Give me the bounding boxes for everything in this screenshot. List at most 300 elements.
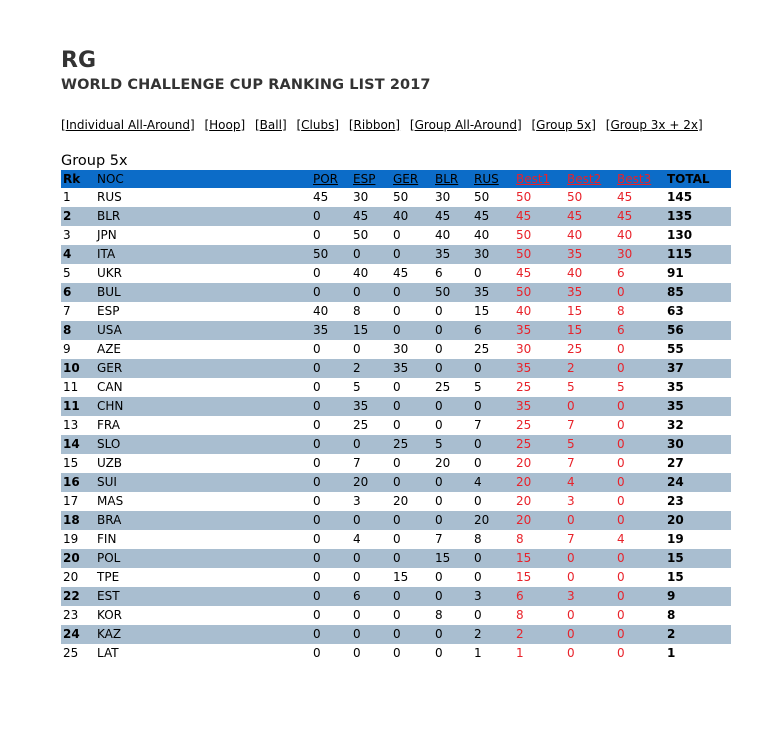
esp-cell: 0 xyxy=(351,435,391,454)
best1-cell: 2 xyxy=(514,625,565,644)
best3-cell: 45 xyxy=(617,190,633,204)
table-row xyxy=(61,530,731,549)
table-row xyxy=(61,587,731,606)
blr-cell: 0 xyxy=(435,304,443,318)
table-row xyxy=(61,568,731,587)
blr-cell: 0 xyxy=(435,342,443,356)
best1-cell: 35 xyxy=(514,397,565,416)
blr-cell: 0 xyxy=(435,570,443,584)
noc-cell: CAN xyxy=(97,380,123,394)
best2-cell: 0 xyxy=(565,511,615,530)
ger-cell: 35 xyxy=(391,359,433,378)
rus-cell: 20 xyxy=(472,511,514,530)
table-row xyxy=(61,188,731,207)
esp-cell: 0 xyxy=(351,625,391,644)
best2-cell: 2 xyxy=(565,359,615,378)
nav-link-ball[interactable]: [Ball] xyxy=(254,118,287,132)
best2-cell: 0 xyxy=(567,646,575,660)
blr-cell: 25 xyxy=(435,380,451,394)
best3-cell: 0 xyxy=(615,435,665,454)
best3-cell: 0 xyxy=(615,397,665,416)
rank-cell: 4 xyxy=(61,245,95,264)
best1-cell: 20 xyxy=(516,494,532,508)
nav-link-hoop[interactable]: [Hoop] xyxy=(204,118,246,132)
rank-cell: 20 xyxy=(61,549,95,568)
por-cell: 45 xyxy=(313,190,329,204)
por-cell: 0 xyxy=(313,266,321,280)
total-cell: 35 xyxy=(665,397,731,416)
best1-cell: 40 xyxy=(516,304,532,318)
best1-cell: 15 xyxy=(516,570,532,584)
best1-cell: 20 xyxy=(514,473,565,492)
nav-link-group-5x[interactable]: [Group 5x] xyxy=(531,118,596,132)
rank-cell: 6 xyxy=(61,283,95,302)
section-title: Group 5x xyxy=(61,153,128,169)
discipline-nav xyxy=(61,118,709,132)
blr-cell: 35 xyxy=(433,245,472,264)
best1-cell: 35 xyxy=(514,321,565,340)
esp-cell: 3 xyxy=(353,494,361,508)
total-cell: 35 xyxy=(667,380,684,394)
blr-cell: 0 xyxy=(433,359,472,378)
rank-cell: 11 xyxy=(61,397,95,416)
por-cell: 0 xyxy=(313,494,321,508)
rank-cell: 11 xyxy=(63,380,79,394)
por-cell: 0 xyxy=(311,549,351,568)
total-cell: 15 xyxy=(667,570,684,584)
best3-cell: 0 xyxy=(615,511,665,530)
column-header-best2[interactable]: Best2 xyxy=(565,170,615,188)
total-cell: 115 xyxy=(665,245,731,264)
rank-cell: 2 xyxy=(61,207,95,226)
best1-cell: 50 xyxy=(514,283,565,302)
rus-cell: 35 xyxy=(472,283,514,302)
rus-cell: 0 xyxy=(474,608,482,622)
noc-cell: UKR xyxy=(97,266,122,280)
ranking-page xyxy=(61,48,741,660)
best2-cell: 50 xyxy=(567,190,583,204)
nav-link-ribbon[interactable]: [Ribbon] xyxy=(348,118,401,132)
table-row xyxy=(61,340,731,359)
por-cell: 35 xyxy=(311,321,351,340)
table-header xyxy=(61,170,731,188)
best3-cell: 0 xyxy=(615,473,665,492)
best1-cell: 25 xyxy=(516,380,532,394)
noc-cell: TPE xyxy=(97,570,120,584)
blr-cell: 7 xyxy=(435,532,443,546)
best1-cell: 35 xyxy=(514,359,565,378)
best2-cell: 15 xyxy=(567,304,583,318)
best3-cell: 0 xyxy=(617,494,625,508)
best2-cell: 35 xyxy=(565,245,615,264)
ger-cell: 0 xyxy=(393,304,401,318)
ger-cell: 0 xyxy=(393,608,401,622)
table-row xyxy=(61,378,731,397)
table-row xyxy=(61,644,731,663)
total-cell: 24 xyxy=(665,473,731,492)
esp-cell: 4 xyxy=(353,532,361,546)
best1-cell: 50 xyxy=(514,245,565,264)
column-header-rus[interactable]: RUS xyxy=(472,170,514,188)
table-body xyxy=(61,188,731,663)
esp-cell: 15 xyxy=(351,321,391,340)
best3-cell: 6 xyxy=(617,266,625,280)
noc-cell: SUI xyxy=(95,473,311,492)
noc-cell: RUS xyxy=(97,190,122,204)
esp-cell: 30 xyxy=(353,190,369,204)
noc-cell: MAS xyxy=(97,494,124,508)
best2-cell: 4 xyxy=(565,473,615,492)
ger-cell: 0 xyxy=(391,473,433,492)
blr-cell: 15 xyxy=(433,549,472,568)
rus-cell: 6 xyxy=(472,321,514,340)
rank-cell: 25 xyxy=(63,646,79,660)
esp-cell: 0 xyxy=(351,549,391,568)
best1-cell: 25 xyxy=(516,418,532,432)
ger-cell: 40 xyxy=(391,207,433,226)
blr-cell: 0 xyxy=(433,587,472,606)
noc-cell: LAT xyxy=(97,646,119,660)
best1-cell: 45 xyxy=(514,207,565,226)
total-cell: 1 xyxy=(667,646,676,660)
por-cell: 0 xyxy=(313,228,321,242)
best2-cell: 40 xyxy=(567,228,583,242)
ger-cell: 0 xyxy=(393,228,401,242)
table-row xyxy=(61,473,731,492)
blr-cell: 0 xyxy=(433,625,472,644)
blr-cell: 5 xyxy=(433,435,472,454)
best3-cell: 0 xyxy=(615,283,665,302)
table-row xyxy=(61,245,731,264)
blr-cell: 0 xyxy=(433,511,472,530)
rus-cell: 8 xyxy=(474,532,482,546)
total-cell: 130 xyxy=(667,228,693,242)
best2-cell: 35 xyxy=(565,283,615,302)
rus-cell: 0 xyxy=(472,359,514,378)
best3-cell: 0 xyxy=(617,608,625,622)
column-header-rk: Rk xyxy=(61,170,95,188)
esp-cell: 0 xyxy=(353,342,361,356)
noc-cell: SLO xyxy=(95,435,311,454)
noc-cell: KAZ xyxy=(95,625,311,644)
noc-cell: AZE xyxy=(97,342,122,356)
table-row xyxy=(61,226,731,245)
rank-cell: 23 xyxy=(63,608,79,622)
table-row xyxy=(61,435,731,454)
esp-cell: 25 xyxy=(353,418,369,432)
blr-cell: 0 xyxy=(435,494,443,508)
column-header-best1[interactable]: Best1 xyxy=(514,170,565,188)
por-cell: 0 xyxy=(311,283,351,302)
table-row xyxy=(61,454,731,473)
table-row xyxy=(61,302,731,321)
rus-cell: 0 xyxy=(474,266,482,280)
table-row xyxy=(61,321,731,340)
best1-cell: 20 xyxy=(516,456,532,470)
best3-cell: 0 xyxy=(617,646,625,660)
rank-cell: 20 xyxy=(63,570,79,584)
ger-cell: 0 xyxy=(391,625,433,644)
table-row xyxy=(61,397,731,416)
esp-cell: 0 xyxy=(351,511,391,530)
table-row xyxy=(61,264,731,283)
rus-cell: 5 xyxy=(474,380,482,394)
rus-cell: 7 xyxy=(474,418,482,432)
best1-cell: 8 xyxy=(516,532,524,546)
blr-cell: 6 xyxy=(435,266,443,280)
noc-cell: BLR xyxy=(95,207,311,226)
best2-cell: 7 xyxy=(567,532,575,546)
table-row xyxy=(61,492,731,511)
total-cell: 56 xyxy=(665,321,731,340)
esp-cell: 8 xyxy=(353,304,361,318)
best2-cell: 5 xyxy=(565,435,615,454)
best3-cell: 0 xyxy=(615,587,665,606)
noc-cell: USA xyxy=(95,321,311,340)
table-row xyxy=(61,416,731,435)
rus-cell: 0 xyxy=(474,456,482,470)
nav-link-group-all-around[interactable]: [Group All-Around] xyxy=(409,118,522,132)
best3-cell: 0 xyxy=(615,359,665,378)
table-row xyxy=(61,625,731,644)
total-cell: 63 xyxy=(667,304,684,318)
por-cell: 0 xyxy=(313,646,321,660)
best1-cell: 15 xyxy=(514,549,565,568)
noc-cell: JPN xyxy=(97,228,117,242)
best1-cell: 8 xyxy=(516,608,524,622)
rus-cell: 50 xyxy=(474,190,490,204)
best2-cell: 45 xyxy=(565,207,615,226)
rank-cell: 15 xyxy=(63,456,79,470)
rank-cell: 22 xyxy=(61,587,95,606)
nav-link-group-3x-2x[interactable]: [Group 3x + 2x] xyxy=(605,118,703,132)
rank-cell: 7 xyxy=(63,304,71,318)
best2-cell: 3 xyxy=(567,494,575,508)
rank-cell: 18 xyxy=(61,511,95,530)
column-header-best3[interactable]: Best3 xyxy=(615,170,665,188)
nav-link-individual-all-around[interactable]: [Individual All-Around] xyxy=(61,118,195,132)
total-cell: 20 xyxy=(665,511,731,530)
rank-cell: 17 xyxy=(63,494,79,508)
esp-cell: 45 xyxy=(351,207,391,226)
ger-cell: 0 xyxy=(391,283,433,302)
noc-cell: CHN xyxy=(95,397,311,416)
por-cell: 0 xyxy=(313,418,321,432)
rank-cell: 24 xyxy=(61,625,95,644)
best3-cell: 0 xyxy=(617,342,625,356)
blr-cell: 8 xyxy=(435,608,443,622)
total-cell: 27 xyxy=(667,456,684,470)
best1-cell: 50 xyxy=(516,190,532,204)
rus-cell: 40 xyxy=(474,228,490,242)
column-header-esp[interactable]: ESP xyxy=(351,170,391,188)
best2-cell: 3 xyxy=(565,587,615,606)
total-cell: 15 xyxy=(665,549,731,568)
noc-cell: GER xyxy=(95,359,311,378)
best1-cell: 20 xyxy=(514,511,565,530)
esp-cell: 0 xyxy=(353,570,361,584)
ranking-table xyxy=(61,170,731,663)
rus-cell: 0 xyxy=(472,397,514,416)
best2-cell: 0 xyxy=(565,397,615,416)
por-cell: 40 xyxy=(313,304,329,318)
noc-cell: FRA xyxy=(97,418,120,432)
esp-cell: 50 xyxy=(353,228,369,242)
noc-cell: UZB xyxy=(97,456,123,470)
ger-cell: 0 xyxy=(393,532,401,546)
por-cell: 0 xyxy=(311,473,351,492)
best3-cell: 30 xyxy=(615,245,665,264)
rus-cell: 0 xyxy=(474,570,482,584)
rus-cell: 0 xyxy=(474,494,482,508)
blr-cell: 0 xyxy=(433,397,472,416)
ger-cell: 0 xyxy=(391,549,433,568)
esp-cell: 6 xyxy=(351,587,391,606)
por-cell: 0 xyxy=(313,342,321,356)
rank-cell: 13 xyxy=(63,418,79,432)
rank-cell: 14 xyxy=(61,435,95,454)
rank-cell: 10 xyxy=(61,359,95,378)
por-cell: 0 xyxy=(311,435,351,454)
best2-cell: 40 xyxy=(567,266,583,280)
rank-cell: 5 xyxy=(63,266,71,280)
blr-cell: 45 xyxy=(433,207,472,226)
table-row xyxy=(61,207,731,226)
column-header-por[interactable]: POR xyxy=(311,170,351,188)
total-cell: 9 xyxy=(665,587,731,606)
por-cell: 0 xyxy=(311,397,351,416)
best2-cell: 0 xyxy=(567,570,575,584)
noc-cell: ITA xyxy=(95,245,311,264)
best3-cell: 0 xyxy=(615,549,665,568)
por-cell: 0 xyxy=(311,359,351,378)
esp-cell: 20 xyxy=(351,473,391,492)
table-row xyxy=(61,606,731,625)
por-cell: 0 xyxy=(313,456,321,470)
column-header-total: TOTAL xyxy=(665,170,731,188)
best1-cell: 45 xyxy=(516,266,532,280)
esp-cell: 40 xyxy=(353,266,369,280)
esp-cell: 35 xyxy=(351,397,391,416)
rus-cell: 25 xyxy=(474,342,490,356)
ger-cell: 0 xyxy=(393,646,401,660)
total-cell: 37 xyxy=(665,359,731,378)
best2-cell: 0 xyxy=(567,608,575,622)
noc-cell: FIN xyxy=(97,532,117,546)
table-row xyxy=(61,511,731,530)
best3-cell: 0 xyxy=(617,570,625,584)
rus-cell: 1 xyxy=(474,646,482,660)
rus-cell: 2 xyxy=(472,625,514,644)
ger-cell: 0 xyxy=(391,321,433,340)
blr-cell: 20 xyxy=(435,456,451,470)
ger-cell: 20 xyxy=(393,494,409,508)
rank-cell: 8 xyxy=(61,321,95,340)
por-cell: 0 xyxy=(313,570,321,584)
ger-cell: 50 xyxy=(393,190,409,204)
column-header-ger[interactable]: GER xyxy=(391,170,433,188)
por-cell: 0 xyxy=(311,511,351,530)
por-cell: 0 xyxy=(313,608,321,622)
blr-cell: 30 xyxy=(435,190,451,204)
best3-cell: 6 xyxy=(615,321,665,340)
esp-cell: 7 xyxy=(353,456,361,470)
total-cell: 23 xyxy=(667,494,684,508)
esp-cell: 0 xyxy=(353,646,361,660)
best3-cell: 0 xyxy=(615,625,665,644)
page-subtitle: WORLD CHALLENGE CUP RANKING LIST 2017 xyxy=(61,77,431,93)
total-cell: 8 xyxy=(667,608,676,622)
ger-cell: 45 xyxy=(393,266,409,280)
noc-cell: EST xyxy=(95,587,311,606)
best3-cell: 40 xyxy=(617,228,633,242)
best1-cell: 50 xyxy=(516,228,532,242)
table-row xyxy=(61,359,731,378)
por-cell: 0 xyxy=(313,532,321,546)
rus-cell: 4 xyxy=(472,473,514,492)
ger-cell: 25 xyxy=(391,435,433,454)
blr-cell: 0 xyxy=(433,321,472,340)
best2-cell: 0 xyxy=(565,625,615,644)
ger-cell: 0 xyxy=(391,397,433,416)
rank-cell: 19 xyxy=(63,532,79,546)
ger-cell: 0 xyxy=(391,511,433,530)
total-cell: 135 xyxy=(665,207,731,226)
best3-cell: 8 xyxy=(617,304,625,318)
rank-cell: 1 xyxy=(63,190,71,204)
ger-cell: 30 xyxy=(393,342,409,356)
rus-cell: 30 xyxy=(472,245,514,264)
por-cell: 0 xyxy=(313,380,321,394)
total-cell: 55 xyxy=(667,342,684,356)
ger-cell: 0 xyxy=(391,587,433,606)
best1-cell: 25 xyxy=(514,435,565,454)
ger-cell: 0 xyxy=(393,380,401,394)
table-row xyxy=(61,283,731,302)
column-header-blr[interactable]: BLR xyxy=(433,170,472,188)
best3-cell: 5 xyxy=(617,380,625,394)
rus-cell: 3 xyxy=(472,587,514,606)
blr-cell: 0 xyxy=(435,646,443,660)
best3-cell: 0 xyxy=(617,456,625,470)
ger-cell: 15 xyxy=(393,570,409,584)
por-cell: 0 xyxy=(311,587,351,606)
rus-cell: 15 xyxy=(474,304,490,318)
best1-cell: 1 xyxy=(516,646,524,660)
total-cell: 30 xyxy=(665,435,731,454)
ger-cell: 0 xyxy=(391,245,433,264)
rus-cell: 0 xyxy=(472,435,514,454)
por-cell: 50 xyxy=(311,245,351,264)
nav-link-clubs[interactable]: [Clubs] xyxy=(296,118,340,132)
esp-cell: 0 xyxy=(351,283,391,302)
esp-cell: 0 xyxy=(353,608,361,622)
total-cell: 19 xyxy=(667,532,684,546)
blr-cell: 0 xyxy=(433,473,472,492)
rank-cell: 3 xyxy=(63,228,71,242)
ger-cell: 0 xyxy=(393,456,401,470)
total-cell: 2 xyxy=(665,625,731,644)
column-header-noc: NOC xyxy=(95,170,311,188)
table-row xyxy=(61,549,731,568)
best2-cell: 0 xyxy=(565,549,615,568)
ger-cell: 0 xyxy=(393,418,401,432)
noc-cell: BRA xyxy=(95,511,311,530)
noc-cell: POL xyxy=(95,549,311,568)
total-cell: 145 xyxy=(667,190,693,204)
total-cell: 85 xyxy=(665,283,731,302)
blr-cell: 50 xyxy=(433,283,472,302)
